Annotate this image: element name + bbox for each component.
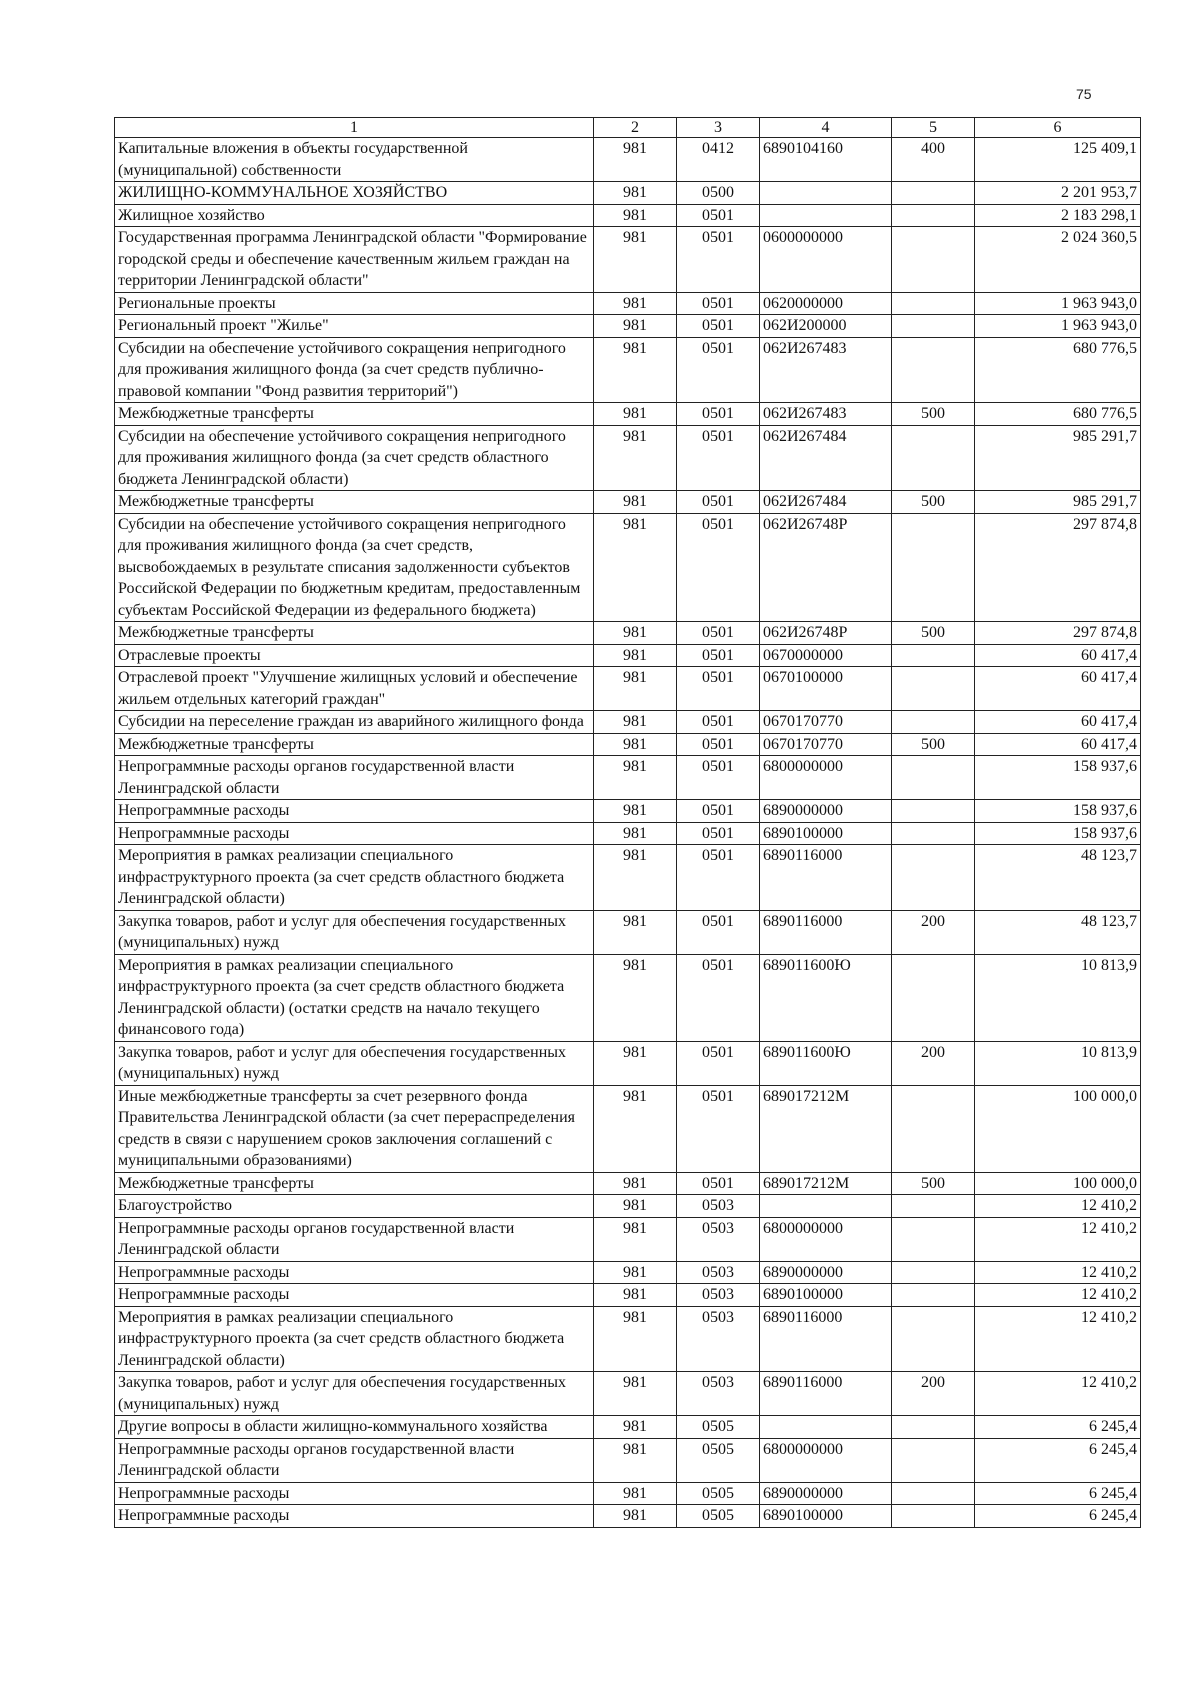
page-number: 75 [1076, 86, 1092, 102]
table-row [115, 425, 1141, 491]
cell-target-article: 6890116000 [760, 1306, 892, 1372]
cell-grbs: 981 [594, 800, 677, 823]
cell-name: Мероприятия в рамках реализации специального инфраструктурного проекта (за счет средств областного бюджета Ленинградской области) (остатки средств на начало текущего финансового года) [115, 954, 594, 1041]
cell-name: Капитальные вложения в объекты государственной (муниципальной) собственности [115, 138, 594, 182]
cell-target-article [760, 204, 892, 227]
cell-target-article: 689017212М [760, 1172, 892, 1195]
column-header-expense-type: 5 [892, 118, 975, 138]
cell-expense-type: 200 [892, 1041, 975, 1085]
cell-target-article: 0670100000 [760, 667, 892, 711]
cell-grbs: 981 [594, 622, 677, 645]
cell-expense-type: 500 [892, 403, 975, 426]
table-row [115, 845, 1141, 911]
cell-section: 0501 [677, 491, 760, 514]
cell-expense-type [892, 756, 975, 800]
table-row [115, 1085, 1141, 1172]
cell-grbs: 981 [594, 315, 677, 338]
cell-amount: 158 937,6 [975, 756, 1141, 800]
cell-expense-type [892, 1505, 975, 1528]
table-row [115, 954, 1141, 1041]
cell-name: Непрограммные расходы [115, 1284, 594, 1307]
column-header-name: 1 [115, 118, 594, 138]
cell-amount: 60 417,4 [975, 711, 1141, 734]
cell-name: Отраслевые проекты [115, 644, 594, 667]
table-row [115, 1482, 1141, 1505]
cell-name: Отраслевой проект "Улучшение жилищных условий и обеспечение жильем отдельных категорий граждан" [115, 667, 594, 711]
cell-section: 0501 [677, 756, 760, 800]
cell-expense-type [892, 1438, 975, 1482]
cell-amount: 6 245,4 [975, 1438, 1141, 1482]
cell-amount: 12 410,2 [975, 1372, 1141, 1416]
cell-name: Мероприятия в рамках реализации специального инфраструктурного проекта (за счет средств областного бюджета Ленинградской области) [115, 1306, 594, 1372]
cell-expense-type [892, 1284, 975, 1307]
cell-amount: 158 937,6 [975, 800, 1141, 823]
cell-expense-type: 500 [892, 491, 975, 514]
cell-name: Непрограммные расходы органов государственной власти Ленинградской области [115, 756, 594, 800]
table-row [115, 491, 1141, 514]
cell-section: 0501 [677, 667, 760, 711]
cell-amount: 297 874,8 [975, 622, 1141, 645]
table-row [115, 1372, 1141, 1416]
cell-expense-type: 200 [892, 910, 975, 954]
cell-name: Субсидии на обеспечение устойчивого сокращения непригодного для проживания жилищного фонда (за счет средств областного бюджета Ленинградской области) [115, 425, 594, 491]
cell-expense-type: 400 [892, 138, 975, 182]
cell-grbs: 981 [594, 1041, 677, 1085]
cell-amount: 2 024 360,5 [975, 227, 1141, 293]
cell-section: 0501 [677, 513, 760, 622]
cell-grbs: 981 [594, 733, 677, 756]
cell-name: Межбюджетные трансферты [115, 403, 594, 426]
column-header-amount: 6 [975, 118, 1141, 138]
table-row [115, 667, 1141, 711]
cell-grbs: 981 [594, 1438, 677, 1482]
cell-amount: 680 776,5 [975, 337, 1141, 403]
cell-target-article: 689011600Ю [760, 954, 892, 1041]
cell-target-article: 6800000000 [760, 1217, 892, 1261]
cell-expense-type [892, 1261, 975, 1284]
cell-target-article: 0620000000 [760, 292, 892, 315]
cell-amount: 6 245,4 [975, 1482, 1141, 1505]
cell-section: 0501 [677, 733, 760, 756]
table-row [115, 733, 1141, 756]
cell-target-article: 6890000000 [760, 1261, 892, 1284]
cell-grbs: 981 [594, 1505, 677, 1528]
cell-target-article: 062И200000 [760, 315, 892, 338]
cell-target-article: 6890116000 [760, 910, 892, 954]
cell-grbs: 981 [594, 425, 677, 491]
cell-target-article: 0670170770 [760, 711, 892, 734]
cell-grbs: 981 [594, 1085, 677, 1172]
cell-expense-type: 500 [892, 733, 975, 756]
cell-amount: 10 813,9 [975, 954, 1141, 1041]
cell-expense-type: 500 [892, 1172, 975, 1195]
cell-amount: 985 291,7 [975, 425, 1141, 491]
cell-expense-type [892, 954, 975, 1041]
table-row [115, 1284, 1141, 1307]
cell-name: Мероприятия в рамках реализации специального инфраструктурного проекта (за счет средств областного бюджета Ленинградской области) [115, 845, 594, 911]
cell-amount: 100 000,0 [975, 1085, 1141, 1172]
cell-target-article: 6800000000 [760, 756, 892, 800]
table-row [115, 337, 1141, 403]
cell-grbs: 981 [594, 822, 677, 845]
cell-target-article: 689011600Ю [760, 1041, 892, 1085]
cell-amount: 12 410,2 [975, 1284, 1141, 1307]
table-row [115, 622, 1141, 645]
cell-name: Непрограммные расходы [115, 1505, 594, 1528]
cell-name: Региональные проекты [115, 292, 594, 315]
cell-amount: 10 813,9 [975, 1041, 1141, 1085]
table-row [115, 711, 1141, 734]
column-header-grbs: 2 [594, 118, 677, 138]
cell-grbs: 981 [594, 845, 677, 911]
cell-grbs: 981 [594, 138, 677, 182]
table-row [115, 204, 1141, 227]
cell-expense-type [892, 337, 975, 403]
cell-target-article: 0600000000 [760, 227, 892, 293]
table-row [115, 1505, 1141, 1528]
cell-grbs: 981 [594, 513, 677, 622]
cell-target-article: 062И267484 [760, 491, 892, 514]
cell-target-article: 689017212М [760, 1085, 892, 1172]
cell-amount: 12 410,2 [975, 1306, 1141, 1372]
cell-amount: 2 201 953,7 [975, 182, 1141, 205]
cell-section: 0505 [677, 1505, 760, 1528]
cell-amount: 158 937,6 [975, 822, 1141, 845]
cell-expense-type [892, 182, 975, 205]
cell-name: ЖИЛИЩНО-КОММУНАЛЬНОЕ ХОЗЯЙСТВО [115, 182, 594, 205]
cell-section: 0501 [677, 204, 760, 227]
table-row [115, 1261, 1141, 1284]
cell-section: 0501 [677, 1085, 760, 1172]
cell-target-article: 6890000000 [760, 1482, 892, 1505]
table-row [115, 1306, 1141, 1372]
cell-grbs: 981 [594, 1217, 677, 1261]
cell-target-article [760, 1416, 892, 1439]
cell-expense-type [892, 204, 975, 227]
cell-name: Закупка товаров, работ и услуг для обеспечения государственных (муниципальных) нужд [115, 910, 594, 954]
cell-section: 0501 [677, 822, 760, 845]
cell-section: 0505 [677, 1482, 760, 1505]
cell-target-article [760, 1195, 892, 1218]
cell-name: Другие вопросы в области жилищно-коммунального хозяйства [115, 1416, 594, 1439]
cell-section: 0501 [677, 954, 760, 1041]
cell-section: 0412 [677, 138, 760, 182]
cell-name: Иные межбюджетные трансферты за счет резервного фонда Правительства Ленинградской области (за счет перераспределения средств в связи с нарушением сроков заключения соглашений с муниципальными образованиями) [115, 1085, 594, 1172]
cell-target-article: 0670170770 [760, 733, 892, 756]
column-header-target-article: 4 [760, 118, 892, 138]
cell-grbs: 981 [594, 227, 677, 293]
cell-grbs: 981 [594, 1416, 677, 1439]
cell-name: Региональный проект "Жилье" [115, 315, 594, 338]
cell-expense-type [892, 845, 975, 911]
cell-target-article: 062И267484 [760, 425, 892, 491]
cell-target-article: 6890100000 [760, 822, 892, 845]
cell-grbs: 981 [594, 204, 677, 227]
cell-target-article: 6890100000 [760, 1505, 892, 1528]
cell-name: Межбюджетные трансферты [115, 1172, 594, 1195]
cell-amount: 1 963 943,0 [975, 315, 1141, 338]
table-row [115, 1416, 1141, 1439]
cell-section: 0501 [677, 1172, 760, 1195]
cell-section: 0501 [677, 845, 760, 911]
table-row [115, 403, 1141, 426]
cell-section: 0501 [677, 644, 760, 667]
cell-grbs: 981 [594, 1372, 677, 1416]
cell-name: Непрограммные расходы [115, 1482, 594, 1505]
cell-section: 0501 [677, 315, 760, 338]
table-row [115, 800, 1141, 823]
cell-target-article: 6890116000 [760, 845, 892, 911]
cell-section: 0503 [677, 1195, 760, 1218]
cell-expense-type [892, 1306, 975, 1372]
cell-section: 0501 [677, 711, 760, 734]
cell-grbs: 981 [594, 337, 677, 403]
cell-name: Субсидии на обеспечение устойчивого сокращения непригодного для проживания жилищного фонда (за счет средств публично-правовой компании "Фонд развития территорий") [115, 337, 594, 403]
cell-amount: 12 410,2 [975, 1261, 1141, 1284]
cell-name: Субсидии на обеспечение устойчивого сокращения непригодного для проживания жилищного фонда (за счет средств, высвобождаемых в результате списания задолженности субъектов Российской Федерации по бюджетным кредитам, предоставленным субъектам Российской Федерации из федерального бюджета) [115, 513, 594, 622]
table-row [115, 1172, 1141, 1195]
cell-expense-type [892, 1195, 975, 1218]
cell-section: 0505 [677, 1438, 760, 1482]
cell-name: Государственная программа Ленинградской области "Формирование городской среды и обеспечение качественным жильем граждан на территории Ленинградской области" [115, 227, 594, 293]
cell-expense-type [892, 822, 975, 845]
cell-amount: 680 776,5 [975, 403, 1141, 426]
cell-grbs: 981 [594, 910, 677, 954]
cell-grbs: 981 [594, 1172, 677, 1195]
cell-grbs: 981 [594, 1482, 677, 1505]
cell-name: Закупка товаров, работ и услуг для обеспечения государственных (муниципальных) нужд [115, 1372, 594, 1416]
table-row [115, 822, 1141, 845]
cell-grbs: 981 [594, 1284, 677, 1307]
cell-expense-type [892, 292, 975, 315]
cell-section: 0501 [677, 425, 760, 491]
table-body [115, 138, 1141, 1528]
cell-grbs: 981 [594, 1195, 677, 1218]
cell-name: Субсидии на переселение граждан из аварийного жилищного фонда [115, 711, 594, 734]
cell-section: 0500 [677, 182, 760, 205]
cell-name: Непрограммные расходы органов государственной власти Ленинградской области [115, 1438, 594, 1482]
cell-expense-type [892, 667, 975, 711]
cell-section: 0501 [677, 292, 760, 315]
cell-expense-type [892, 227, 975, 293]
cell-target-article: 6890116000 [760, 1372, 892, 1416]
cell-amount: 297 874,8 [975, 513, 1141, 622]
cell-grbs: 981 [594, 403, 677, 426]
cell-name: Межбюджетные трансферты [115, 733, 594, 756]
cell-section: 0503 [677, 1306, 760, 1372]
cell-target-article: 6890000000 [760, 800, 892, 823]
cell-amount: 985 291,7 [975, 491, 1141, 514]
cell-name: Непрограммные расходы [115, 800, 594, 823]
cell-section: 0501 [677, 337, 760, 403]
cell-amount: 2 183 298,1 [975, 204, 1141, 227]
cell-name: Межбюджетные трансферты [115, 491, 594, 514]
cell-expense-type [892, 1085, 975, 1172]
cell-name: Непрограммные расходы органов государственной власти Ленинградской области [115, 1217, 594, 1261]
budget-table [114, 117, 1141, 1528]
cell-expense-type [892, 711, 975, 734]
cell-amount: 60 417,4 [975, 644, 1141, 667]
cell-expense-type [892, 1482, 975, 1505]
cell-expense-type: 200 [892, 1372, 975, 1416]
cell-expense-type: 500 [892, 622, 975, 645]
cell-amount: 12 410,2 [975, 1217, 1141, 1261]
cell-section: 0505 [677, 1416, 760, 1439]
cell-target-article: 6800000000 [760, 1438, 892, 1482]
cell-target-article: 062И267483 [760, 403, 892, 426]
cell-section: 0503 [677, 1261, 760, 1284]
table-row [115, 513, 1141, 622]
table-header [115, 118, 1141, 138]
table-row [115, 1438, 1141, 1482]
cell-expense-type [892, 800, 975, 823]
cell-grbs: 981 [594, 667, 677, 711]
cell-target-article: 0670000000 [760, 644, 892, 667]
cell-amount: 6 245,4 [975, 1416, 1141, 1439]
table-row [115, 138, 1141, 182]
cell-expense-type [892, 315, 975, 338]
cell-expense-type [892, 425, 975, 491]
table-row [115, 756, 1141, 800]
cell-amount: 60 417,4 [975, 667, 1141, 711]
cell-section: 0501 [677, 622, 760, 645]
table-row [115, 315, 1141, 338]
table-row [115, 292, 1141, 315]
cell-section: 0501 [677, 227, 760, 293]
cell-amount: 125 409,1 [975, 138, 1141, 182]
table-row [115, 644, 1141, 667]
cell-name: Непрограммные расходы [115, 1261, 594, 1284]
table-row [115, 1217, 1141, 1261]
cell-grbs: 981 [594, 1306, 677, 1372]
cell-name: Межбюджетные трансферты [115, 622, 594, 645]
cell-section: 0501 [677, 403, 760, 426]
cell-target-article: 062И267483 [760, 337, 892, 403]
cell-name: Благоустройство [115, 1195, 594, 1218]
cell-grbs: 981 [594, 756, 677, 800]
cell-target-article: 6890104160 [760, 138, 892, 182]
cell-grbs: 981 [594, 644, 677, 667]
cell-amount: 48 123,7 [975, 845, 1141, 911]
cell-expense-type [892, 1416, 975, 1439]
cell-expense-type [892, 1217, 975, 1261]
cell-amount: 100 000,0 [975, 1172, 1141, 1195]
cell-amount: 6 245,4 [975, 1505, 1141, 1528]
cell-name: Жилищное хозяйство [115, 204, 594, 227]
cell-grbs: 981 [594, 182, 677, 205]
cell-section: 0501 [677, 1041, 760, 1085]
cell-grbs: 981 [594, 711, 677, 734]
cell-amount: 12 410,2 [975, 1195, 1141, 1218]
cell-target-article: 6890100000 [760, 1284, 892, 1307]
cell-section: 0501 [677, 800, 760, 823]
table-row [115, 1041, 1141, 1085]
cell-target-article [760, 182, 892, 205]
cell-section: 0503 [677, 1217, 760, 1261]
cell-amount: 1 963 943,0 [975, 292, 1141, 315]
cell-target-article: 062И26748Р [760, 622, 892, 645]
table-row [115, 1195, 1141, 1218]
cell-grbs: 981 [594, 1261, 677, 1284]
cell-grbs: 981 [594, 292, 677, 315]
column-header-section: 3 [677, 118, 760, 138]
cell-name: Непрограммные расходы [115, 822, 594, 845]
cell-grbs: 981 [594, 491, 677, 514]
cell-expense-type [892, 513, 975, 622]
cell-amount: 48 123,7 [975, 910, 1141, 954]
cell-target-article: 062И26748Р [760, 513, 892, 622]
cell-expense-type [892, 644, 975, 667]
table-row [115, 182, 1141, 205]
table-row [115, 227, 1141, 293]
cell-section: 0503 [677, 1284, 760, 1307]
cell-section: 0501 [677, 910, 760, 954]
cell-amount: 60 417,4 [975, 733, 1141, 756]
table-row [115, 910, 1141, 954]
cell-grbs: 981 [594, 954, 677, 1041]
header-row [115, 118, 1141, 138]
cell-section: 0503 [677, 1372, 760, 1416]
cell-name: Закупка товаров, работ и услуг для обеспечения государственных (муниципальных) нужд [115, 1041, 594, 1085]
